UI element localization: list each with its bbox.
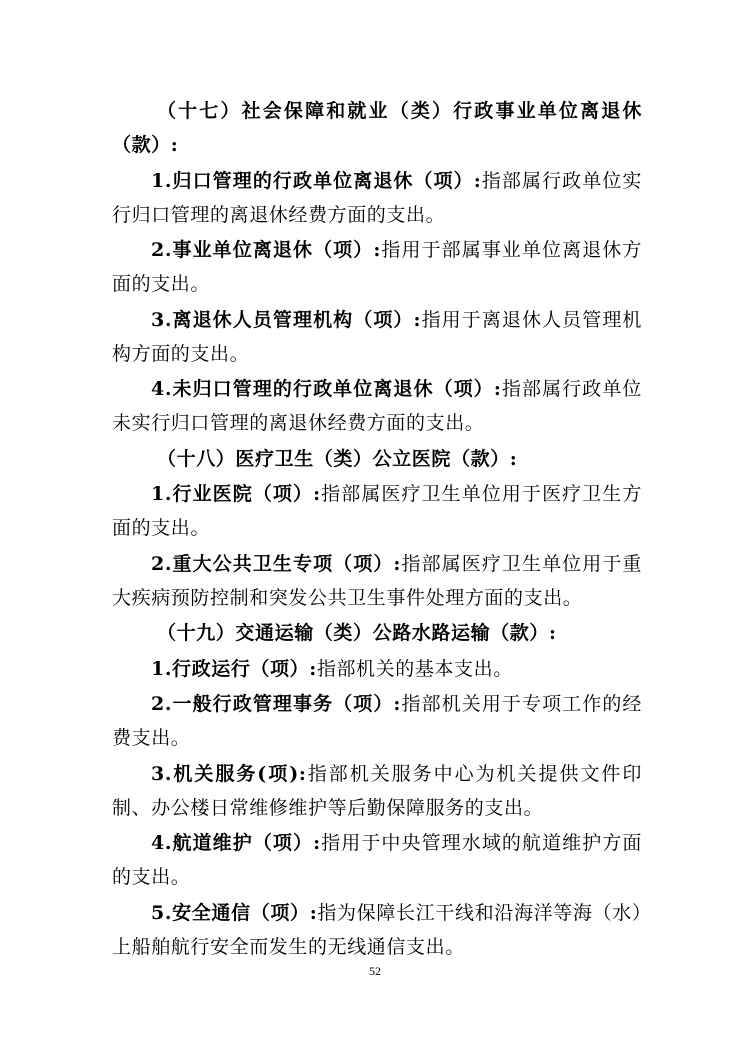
page-number: 52 [369,964,381,978]
item-title: 4.未归口管理的行政单位离退休（项）: [151,378,502,400]
paragraph-item [112,477,642,545]
item-text: 指用于离退休人员管理机构方面的支出。 [112,308,642,365]
item-text: 指部属医疗卫生单位用于重大疾病预防控制和突发公共卫生事件处理方面的支出。 [112,552,643,609]
section-title: （十七）社会保障和就业（类）行政事业单位离退休（款）: [112,100,642,156]
section-heading-19 [112,616,642,650]
paragraph-item [112,233,642,301]
item-text: 指为保障长江干线和沿海洋等海（水）上船舶航行安全而发生的无线通信支出。 [112,901,642,958]
item-title: 2.事业单位离退休（项）: [151,239,381,261]
paragraph-item [112,687,642,755]
section-title: （十九）交通运输（类）公路水路运输（款）: [157,622,557,644]
item-text: 指部机关服务中心为机关提供文件印制、办公楼日常维修维护等后勤保障服务的支出。 [112,762,642,819]
paragraph-item [112,372,642,440]
paragraph-item [112,896,642,964]
paragraph-item [112,652,642,686]
item-title: 1.归口管理的行政单位离退休（项）: [151,169,482,192]
section-heading-17 [112,94,642,162]
item-text: 指部属医疗卫生单位用于医疗卫生方面的支出。 [112,483,642,539]
item-text: 指部机关用于专项工作的经费支出。 [112,693,643,749]
item-title: 3.机关服务(项): [151,762,307,785]
item-text: 指部属行政单位未实行归口管理的离退休经费方面的支出。 [112,378,643,434]
paragraph-item [112,547,642,615]
item-title: 2.一般行政管理事务（项）: [151,693,402,715]
item-text: 指用于中央管理水域的航道维护方面的支出。 [112,832,642,888]
item-title: 3.离退休人员管理机构（项）: [151,308,422,331]
item-title: 5.安全通信（项）: [151,901,318,924]
paragraph-item [112,164,642,232]
item-text: 指部机关的基本支出。 [316,657,513,680]
section-title: （十八）医疗卫生（类）公立医院（款）: [157,447,518,470]
item-title: 4.航道维护（项）: [151,832,321,854]
paragraph-item [112,303,642,371]
item-title: 2.重大公共卫生专项（项）: [151,552,402,575]
item-title: 1.行政运行（项）: [151,657,317,680]
item-title: 1.行业医院（项）: [151,483,321,505]
section-heading-18 [112,442,642,476]
paragraph-item [112,757,642,825]
item-text: 指部属行政单位实行归口管理的离退休经费方面的支出。 [112,169,642,226]
item-text: 指用于部属事业单位离退休方面的支出。 [112,239,642,295]
paragraph-item [112,826,642,894]
page-content [112,94,642,965]
